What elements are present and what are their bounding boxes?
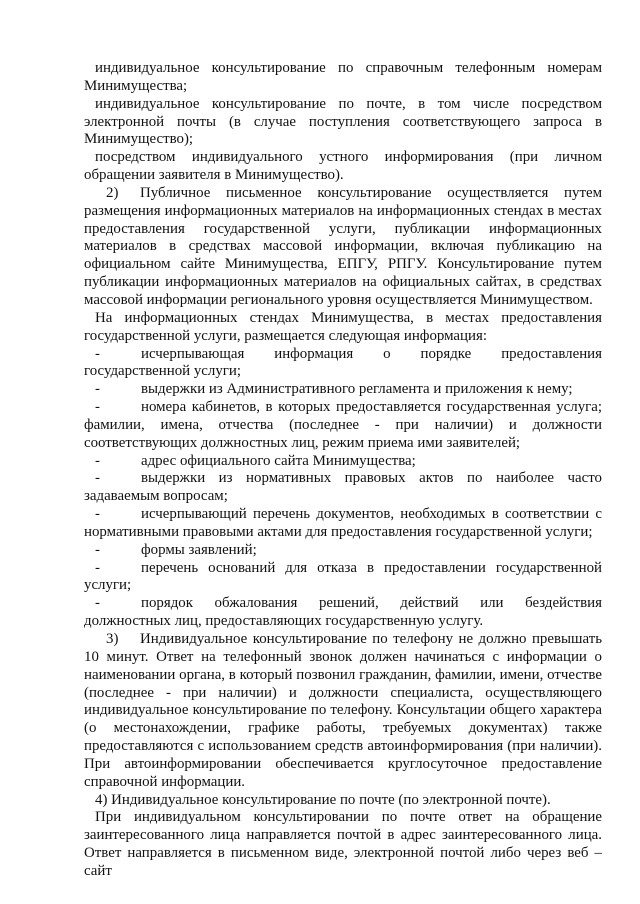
list-item	[84, 381, 602, 399]
paragraph-text: При индивидуальном консультировании по почте ответ на обращение заинтересованного лица направляется почтой в адрес заинтересованного лица. Ответ направляется в письменном виде, электронной почтой либо через веб – сайт	[84, 809, 602, 879]
dash-marker: -	[95, 452, 100, 469]
paragraph-text: индивидуальное консультирование по почте, в том числе посредством электронной почты (в случае поступления соответствующего запроса в Минимущество);	[84, 95, 602, 148]
list-item	[84, 595, 602, 631]
list-item	[84, 560, 602, 596]
dash-marker: -	[95, 595, 100, 612]
item-number: 2)	[106, 184, 119, 201]
paragraph-text: На информационных стендах Минимущества, в местах предоставления государственной услуги, размещается следующая информация:	[84, 309, 602, 344]
paragraph	[84, 792, 602, 810]
dash-marker: -	[95, 559, 100, 576]
paragraph-text: Индивидуальное консультирование по телефону не должно превышать 10 минут. Ответ на телефонный звонок должен начинаться с информации о наименовании органа, в который позвонил гражданин, фамилии, имени, отчестве (последнее - при наличии) и должности специалиста, осуществляющего индивидуальное консультирование по телефону. Консультации общего характера (о местонахождении, графике работы, требуемых документах) также предоставляются с использованием средств автоинформирования (при наличии). При автоинформировании обеспечивается круглосуточное предоставление справочной информации.	[84, 631, 602, 790]
item-number: 3)	[106, 631, 119, 647]
dash-marker: -	[95, 541, 100, 558]
paragraph-text: 4) Индивидуальное консультирование по почте (по электронной почте).	[95, 791, 551, 808]
list-item-text: исчерпывающая информация о порядке предоставления государственной услуги;	[84, 345, 602, 380]
dash-marker: -	[95, 506, 100, 523]
list-item-text: перечень оснований для отказа в предоставлении государственной услуги;	[84, 559, 602, 594]
list-item	[84, 453, 602, 471]
dash-marker: -	[95, 381, 100, 398]
list-item	[84, 346, 602, 382]
dash-marker: -	[95, 399, 100, 416]
paragraph	[84, 149, 602, 185]
paragraph	[84, 809, 602, 880]
list-item-text: адрес официального сайта Минимущества;	[141, 452, 416, 469]
numbered-paragraph	[84, 631, 602, 792]
list-item-text: исчерпывающий перечень документов, необходимых в соответствии с нормативными правовыми актами для предоставления государственной услуги;	[84, 506, 602, 540]
paragraph-text: индивидуальное консультирование по справочным телефонным номерам Минимущества;	[84, 60, 602, 94]
numbered-paragraph	[84, 185, 602, 310]
paragraph	[84, 310, 602, 346]
dash-marker: -	[95, 345, 100, 362]
paragraph	[84, 60, 602, 96]
list-item-text: номера кабинетов, в которых предоставляется государственная услуга; фамилии, имена, отчества (последнее - при наличии) и должности соответствующих должностных лиц, режим приема ими заявителей;	[84, 399, 602, 451]
list-item	[84, 470, 602, 506]
list-item-text: порядок обжалования решений, действий или бездействия должностных лиц, предоставляющих государственную услугу.	[84, 595, 602, 630]
list-item-text: выдержки из нормативных правовых актов по наиболее часто задаваемым вопросам;	[84, 470, 602, 505]
list-item	[84, 542, 602, 560]
list-item	[84, 506, 602, 542]
dash-marker: -	[95, 470, 100, 487]
paragraph-text: Публичное письменное консультирование осуществляется путем размещения информационных материалов на информационных стендах в местах предоставления государственной услуги, публикации информационных материалов в средствах массовой информации, включая публикацию на официальном сайте Минимущества, ЕПГУ, РПГУ. Консультирование путем публикации информационных материалов на официальных сайтах, в средствах массовой информации регионального уровня осуществляется Минимуществом.	[84, 184, 602, 308]
paragraph	[84, 96, 602, 150]
list-item	[84, 399, 602, 453]
list-item-text: выдержки из Административного регламента и приложения к нему;	[141, 381, 573, 398]
list-item-text: формы заявлений;	[141, 541, 257, 558]
paragraph-text: посредством индивидуального устного информирования (при личном обращении заявителя в Минимущество).	[84, 149, 602, 184]
